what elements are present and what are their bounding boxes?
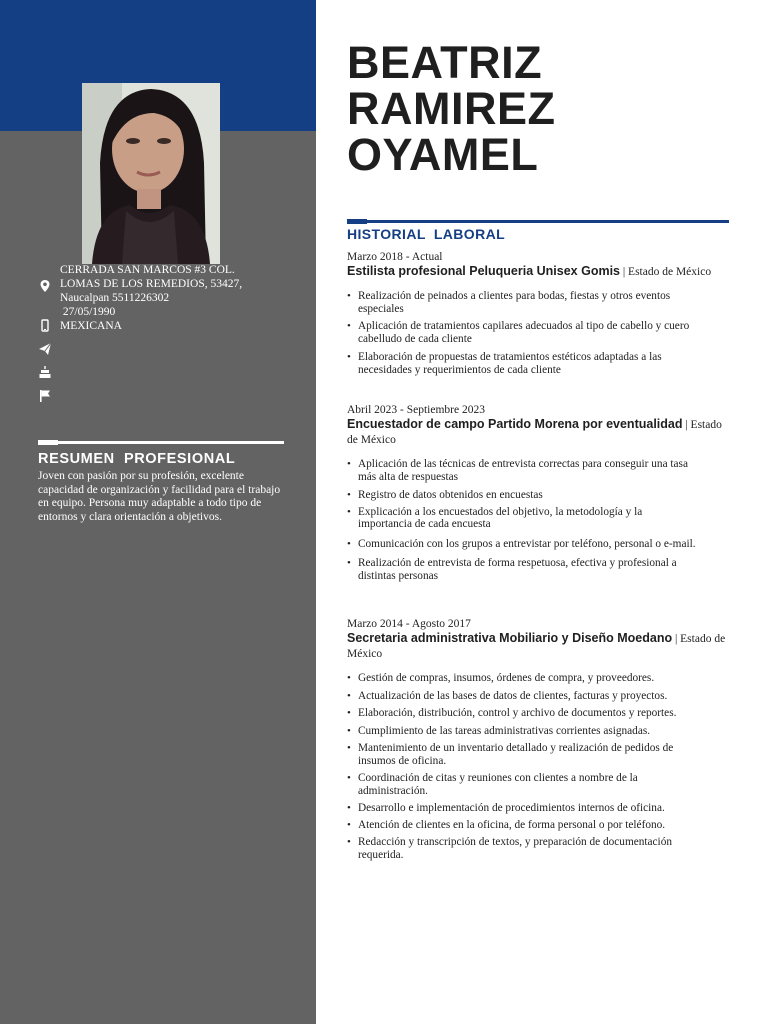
history-section-title: HISTORIAL LABORAL [347, 226, 506, 242]
name-line: BEATRIZ [347, 37, 543, 88]
job-entry [347, 617, 732, 861]
duty-item: • Actualización de las bases de datos de clientes, facturas y proyectos. [347, 690, 698, 703]
duty-item: • Elaboración de propuestas de tratamientos estéticos adaptadas a las necesidades y requerimientos de cada cliente [347, 351, 698, 376]
job-role: Estilista profesional Peluqueria Unisex Gomis [347, 264, 620, 278]
duty-item: • Redacción y transcripción de textos, y preparación de documentación requerida. [347, 836, 698, 861]
job-location: | Estado de México [347, 633, 726, 660]
job-heading [347, 264, 732, 280]
job-role: Secretaria administrativa Mobiliario y Diseño Moedano [347, 631, 673, 645]
job-heading [347, 417, 732, 448]
mobile-phone-icon [38, 319, 52, 333]
job-location: | Estado de México [347, 419, 722, 446]
job-dates: Marzo 2018 - Actual [347, 251, 443, 263]
address-line: CERRADA SAN MARCOS #3 COL. [60, 264, 235, 276]
duty-item: • Comunicación con los grupos a entrevistar por teléfono, personal o e-mail. [347, 538, 698, 551]
candidate-name [347, 37, 556, 180]
location-pin-icon [38, 279, 52, 293]
name-line: OYAMEL [347, 129, 539, 180]
job-dates: Marzo 2014 - Agosto 2017 [347, 618, 471, 630]
job-role: Encuestador de campo Partido Morena por eventualidad [347, 417, 683, 431]
duty-item: • Desarrollo e implementación de procedimientos internos de oficina. [347, 802, 698, 815]
summary-title: RESUMEN PROFESIONAL [38, 451, 236, 467]
job-location: | Estado de México [622, 266, 712, 278]
name-line: RAMIREZ [347, 83, 556, 134]
job-entry [347, 250, 732, 376]
nationality: MEXICANA [60, 320, 122, 332]
duty-item: • Coordinación de citas y reuniones con clientes a nombre de la administración. [347, 772, 698, 797]
duty-item: • Aplicación de las técnicas de entrevista correctas para conseguir una tasa más alta de respuestas [347, 458, 698, 483]
duty-item: • Realización de entrevista de forma respetuosa, efectiva y profesional a distintas personas [347, 557, 698, 582]
job-duties [347, 672, 732, 861]
birthdate-line: 27/05/1990 [60, 306, 116, 318]
duty-item: • Atención de clientes en la oficina, de forma personal o por teléfono. [347, 819, 698, 832]
duty-item: • Realización de peinados a clientes para bodas, fiestas y otros eventos especiales [347, 290, 698, 315]
job-dates: Abril 2023 - Septiembre 2023 [347, 404, 485, 416]
paper-plane-icon [38, 342, 52, 356]
job-entry [347, 403, 732, 582]
duty-item: • Aplicación de tratamientos capilares adecuados al tipo de cabello y cuero cabelludo de cada cliente [347, 320, 698, 345]
flag-icon [38, 389, 52, 403]
phone-line: Naucalpan 5511226302 [60, 292, 170, 304]
duty-item: • Cumplimiento de las tareas administrativas corrientes asignadas. [347, 725, 698, 738]
address-block [38, 263, 298, 319]
sidebar-divider [38, 441, 284, 444]
section-divider [347, 220, 729, 223]
nationality-row [38, 319, 298, 333]
job-heading [347, 631, 732, 662]
duty-item: • Elaboración, distribución, control y archivo de documentos y reportes. [347, 707, 698, 720]
duty-item: • Mantenimiento de un inventario detallado y realización de pedidos de insumos de oficina. [347, 742, 698, 767]
address-line: LOMAS DE LOS REMEDIOS, 53427, [60, 278, 243, 290]
contact-info [38, 263, 298, 333]
job-duties [347, 458, 732, 582]
duty-item: • Registro de datos obtenidos en encuestas [347, 489, 698, 502]
duty-item: • Explicación a los encuestados del objetivo, la metodología y la importancia de cada encuesta [347, 506, 698, 531]
birthday-cake-icon [38, 365, 52, 379]
duty-item: • Gestión de compras, insumos, órdenes de compra, y proveedores. [347, 672, 698, 685]
profile-photo [82, 83, 220, 264]
summary-text: Joven con pasión por su profesión, excelente capacidad de organización y facilidad para el trabajo en equipo. Persona muy adaptable a todo tipo de entornos y clara orientación a objetivos. [38, 470, 281, 523]
job-duties [347, 290, 732, 376]
